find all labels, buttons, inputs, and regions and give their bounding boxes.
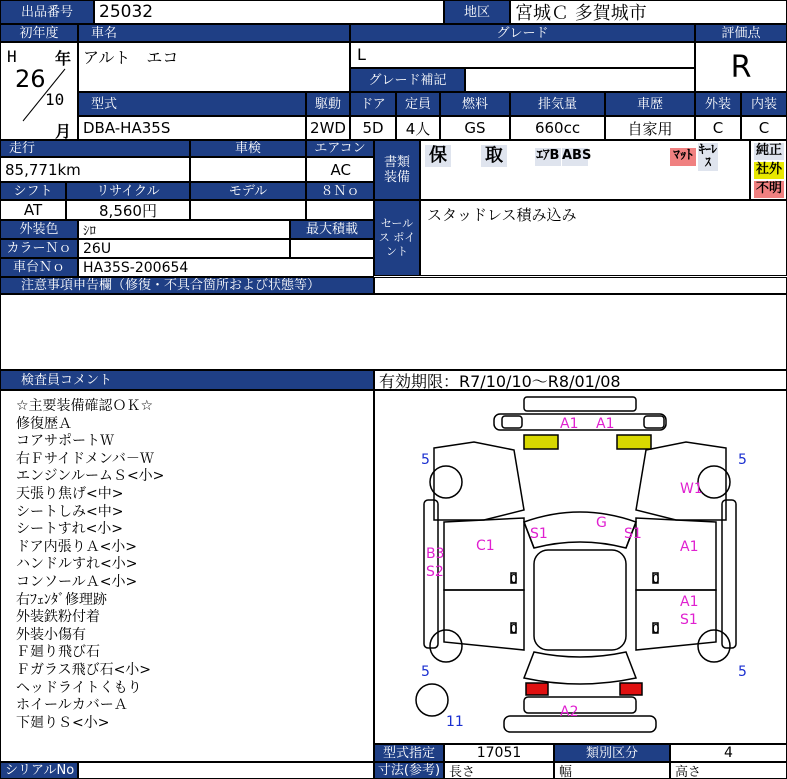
car-name-label: 車名 [78, 24, 350, 42]
mark-g: G [596, 515, 607, 531]
mark-a1-right-rear: A1 [680, 594, 699, 610]
color-label: 外装色 [0, 220, 78, 239]
airbag-tag: ｴｱB [535, 148, 561, 166]
drive-label: 駆動 [306, 92, 350, 116]
mark-front-a1-right: A1 [596, 416, 615, 432]
mark-s2: S2 [426, 564, 444, 580]
model-year-value [190, 200, 306, 220]
door-label: ドア [350, 92, 396, 116]
comment-line: 右ﾌｪﾝﾀﾞ修理跡 [16, 591, 107, 608]
mark-zero-3: 0 [510, 622, 518, 636]
door-value: 5D [350, 116, 396, 140]
category-label: 類別区分 [554, 744, 670, 762]
part-status-box [750, 140, 787, 200]
abs-tag: ABS [562, 148, 588, 166]
grade-suppl-label: グレード補記 [350, 68, 465, 92]
comment-list [16, 398, 164, 732]
mark-tire-rr: 5 [738, 664, 747, 680]
mark-a2: A2 [560, 704, 579, 720]
eight-no-value [306, 200, 374, 220]
height-label: 高さ [670, 762, 787, 779]
inspection-value [190, 157, 306, 182]
mark-zero-4: 0 [652, 622, 660, 636]
comment-line: 外装鉄粉付着 [16, 609, 100, 626]
mark-spare: 11 [446, 714, 464, 730]
recycle-label: リサイクル [66, 182, 190, 200]
mark-a1-right-door: A1 [680, 539, 699, 555]
comment-line: コンソールＡ<小> [16, 573, 138, 590]
car-name: アルト エコ [78, 42, 350, 92]
grade-suppl-value [465, 68, 695, 92]
chassis-value: HA35S-200654 [78, 258, 374, 277]
history-value: 自家用 [605, 116, 695, 140]
type-designation-value: 17051 [444, 744, 554, 762]
comment-line: ☆主要装備確認ＯＫ☆ [16, 398, 154, 414]
mark-s1-left: S1 [530, 526, 548, 542]
year-value: 26 [15, 65, 46, 93]
score-label: 評価点 [695, 24, 787, 42]
inspection-label: 車検 [190, 140, 306, 157]
grade-label: グレード [350, 24, 695, 42]
comment-line: コアサポートＷ [16, 433, 114, 450]
shift-label: シフト [0, 182, 66, 200]
max-load-value [290, 239, 374, 258]
score-value: R [695, 42, 787, 92]
inspector-label: 検査員コメント [0, 370, 374, 390]
mark-zero-1: 0 [510, 572, 518, 586]
comment-line: ヘッドライトくもり [16, 679, 142, 696]
mark-tire-fr: 5 [738, 452, 747, 468]
era: H [7, 47, 17, 66]
lot-number: 25032 [94, 0, 444, 24]
mileage-label: 走行 [0, 140, 190, 157]
comment-line: シートすれ<小> [16, 521, 124, 538]
interior-grade-label: 内装 [741, 92, 787, 116]
comment-line: シートしみ<中> [16, 503, 124, 520]
year-suffix: 年 [55, 49, 72, 68]
month-suffix: 月 [55, 122, 72, 140]
comment-line: ホイールカバーＡ [16, 697, 128, 714]
capacity-value: 4人 [396, 116, 440, 140]
month-value: 10 [45, 90, 65, 109]
aircon-value: AC [306, 157, 374, 182]
comment-line: 修復歴Ａ [16, 415, 72, 432]
mark-tire-rl: 5 [421, 664, 430, 680]
region-label: 地区 [444, 0, 510, 24]
length-label: 長さ [444, 762, 554, 779]
notes-right [374, 277, 787, 294]
chassis-label: 車台Ｎｏ [0, 258, 78, 277]
equipment-box [420, 140, 750, 200]
width-label: 幅 [554, 762, 670, 779]
doc-hosho-tag: 保 [425, 145, 451, 167]
comment-line: 右Ｆサイドメンバ－Ｗ [16, 450, 154, 467]
capacity-label: 定員 [396, 92, 440, 116]
mat-tag: ﾏｯﾄ [670, 148, 696, 166]
region-value: 宮城Ｃ 多賀城市 [510, 0, 787, 24]
validity: 有効期限：R7/10/10～R8/01/08 [374, 370, 787, 390]
mark-s1-right: S1 [624, 526, 642, 542]
aircon-label: エアコン [306, 140, 374, 157]
sales-point-value: スタッドレス積み込み [420, 200, 787, 276]
color-no-value: 26U [78, 239, 290, 258]
mileage-value: 85,771km [0, 157, 190, 182]
notes-body [0, 294, 787, 370]
comment-line: 外装小傷有 [16, 626, 86, 643]
color-value: ｼﾛ [78, 220, 290, 239]
comment-line: 天張り焦げ<中> [16, 485, 124, 502]
comment-line: ハンドルすれ<小> [16, 556, 138, 573]
notes-label: 注意事項申告欄（修復・不具合箇所および状態等） [0, 277, 374, 294]
comment-line: Ｆガラス飛び石<小> [16, 661, 152, 678]
mark-s1-right-rear: S1 [680, 612, 698, 628]
type-designation-label: 型式指定 [374, 744, 444, 762]
category-value: 4 [670, 744, 787, 762]
serial-label: シリアルNo [0, 762, 78, 779]
comment-line: ドア内張りＡ<小> [16, 538, 138, 555]
exterior-grade-value: C [695, 116, 741, 140]
sales-point-label: セールス ポイント [374, 200, 420, 276]
docs-label: 書類 装備 [374, 140, 420, 200]
exterior-grade-label: 外装 [695, 92, 741, 116]
comment-line: Ｆ廻り飛び石 [16, 644, 100, 661]
model-label: 型式 [78, 92, 306, 116]
fuel-value: GS [440, 116, 510, 140]
interior-grade-value: C [741, 116, 787, 140]
model-value: DBA-HA35S [78, 116, 306, 140]
keyless-tag: ｷｰﾚｽ [698, 142, 717, 169]
model-year-label: モデル [190, 182, 306, 200]
genuine-tag: 純正 [755, 143, 782, 158]
eight-no-label: ８Ｎｏ [306, 182, 374, 200]
color-no-label: カラーＮｏ [0, 239, 78, 258]
displacement-label: 排気量 [510, 92, 605, 116]
unknown-tag: 不明 [755, 181, 782, 196]
mark-tire-fl: 5 [421, 452, 430, 468]
drive-value: 2WD [306, 116, 350, 140]
dimension-label: 寸法(参考) [374, 762, 444, 779]
serial-value [78, 762, 374, 779]
doc-tori-tag: 取 [481, 145, 507, 167]
mark-zero-2: 0 [652, 572, 660, 586]
fuel-label: 燃料 [440, 92, 510, 116]
first-reg-box [0, 42, 78, 140]
mark-w1: W1 [680, 481, 703, 497]
grade-value: L [350, 42, 695, 68]
displacement-value: 660cc [510, 116, 605, 140]
aftermarket-tag: 社外 [755, 162, 782, 177]
lot-label: 出品番号 [0, 0, 94, 24]
car-diagram [374, 390, 787, 744]
max-load-label: 最大積載 [290, 220, 374, 239]
comment-line: 下廻りＳ<小> [16, 714, 110, 731]
history-label: 車歴 [605, 92, 695, 116]
mark-b3: B3 [426, 546, 445, 562]
diagram-marks [374, 390, 787, 744]
mark-front-a1-left: A1 [560, 416, 579, 432]
comment-line: エンジンルームＳ<小> [16, 468, 165, 485]
recycle-value: 8,560円 [66, 200, 190, 220]
first-reg-label: 初年度 [0, 24, 78, 42]
mark-c1: C1 [476, 538, 495, 554]
shift-value: AT [0, 200, 66, 220]
